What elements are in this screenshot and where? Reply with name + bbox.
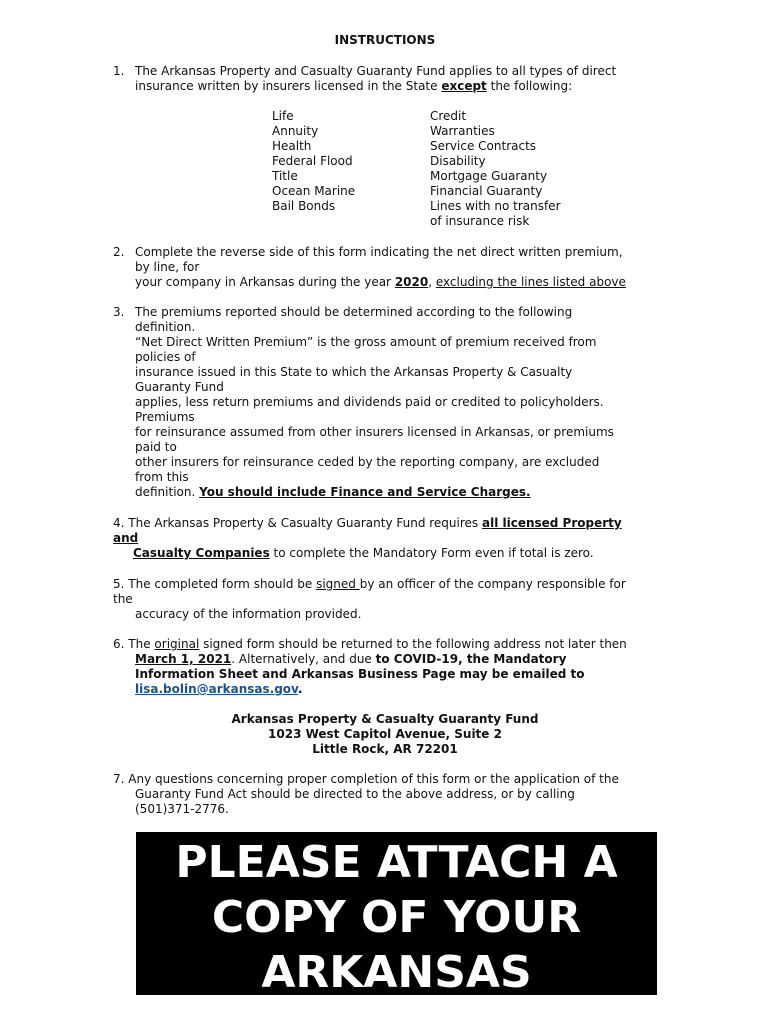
item-text: the following: bbox=[486, 79, 573, 93]
item-text: insurance written by insurers licensed in the State bbox=[135, 79, 442, 93]
item-text: your company in Arkansas during the year bbox=[135, 275, 395, 289]
instruction-item-4 bbox=[113, 516, 658, 561]
item-text: The Arkansas Property & Casualty Guaranty Fund requires bbox=[128, 516, 482, 530]
item-text: The bbox=[128, 637, 155, 651]
item-text: Any questions concerning proper completion of this form or the application of the bbox=[128, 772, 619, 786]
item-number: 5. bbox=[113, 577, 125, 591]
banner-line: ARKANSAS bbox=[261, 947, 532, 995]
item-number: 4. bbox=[113, 516, 125, 530]
item-text: definition. bbox=[135, 485, 200, 499]
exclusion-line: Disability bbox=[430, 154, 486, 168]
banner-line: PLEASE ATTACH A bbox=[175, 837, 618, 888]
address-line: Little Rock, AR 72201 bbox=[312, 742, 458, 756]
item-text: “Net Direct Written Premium” is the gross amount of premium received from bbox=[135, 335, 597, 349]
item-text: Complete the reverse side of this form indicating the net direct written premium, bbox=[135, 245, 623, 259]
item-text: , bbox=[428, 275, 436, 289]
exclusion-line: Credit bbox=[430, 109, 467, 123]
instruction-item-2 bbox=[113, 245, 658, 290]
item-text: accuracy of the information provided. bbox=[135, 607, 362, 621]
finance-charges-note: You should include Finance and Service Charges. bbox=[199, 485, 531, 499]
exclusion-line: Lines with no transfer bbox=[430, 199, 561, 213]
item-number: 2. bbox=[113, 245, 125, 259]
item-text: paid to bbox=[135, 440, 177, 454]
item-text: from this bbox=[135, 470, 189, 484]
item-text: Guaranty Fund bbox=[135, 380, 224, 394]
item-text: definition. bbox=[135, 320, 196, 334]
covid-note: to COVID-19, the Mandatory bbox=[375, 652, 567, 666]
item-text: other insurers for reinsurance ceded by the reporting company, are excluded bbox=[135, 455, 600, 469]
exclusion-line: Federal Flood bbox=[272, 154, 353, 168]
phone-number: (501)371-2776. bbox=[135, 802, 229, 816]
instruction-item-3 bbox=[113, 305, 658, 500]
exclusion-line: Annuity bbox=[272, 124, 319, 138]
item-text: The completed form should be bbox=[128, 577, 317, 591]
email-link[interactable]: lisa.bolin@arkansas.gov bbox=[135, 682, 298, 696]
instruction-item-5 bbox=[113, 577, 658, 622]
emphasis-except: except bbox=[441, 79, 487, 93]
exclusions-left-column bbox=[272, 109, 355, 214]
item-text: the bbox=[113, 592, 133, 606]
item-text: The premiums reported should be determined according to the following bbox=[135, 305, 573, 319]
fund-address bbox=[0, 712, 770, 757]
item-text: Guaranty Fund Act should be directed to the above address, or by calling bbox=[135, 787, 575, 801]
item-text: Premiums bbox=[135, 410, 195, 424]
item-text: policies of bbox=[135, 350, 196, 364]
banner-line: COPY OF YOUR bbox=[211, 892, 582, 943]
original-em: original bbox=[154, 637, 200, 651]
exclusion-line: Mortgage Guaranty bbox=[430, 169, 548, 183]
item-text: applies, less return premiums and dividends paid or credited to policyholders. bbox=[135, 395, 604, 409]
item-text: for reinsurance assumed from other insurers licensed in Arkansas, or premiums bbox=[135, 425, 614, 439]
instruction-item-6 bbox=[113, 637, 658, 697]
attach-copy-banner bbox=[136, 832, 657, 995]
excluding-note: excluding the lines listed above bbox=[435, 275, 626, 289]
licensed-companies-em: all licensed Property bbox=[481, 516, 622, 530]
exclusion-line: Ocean Marine bbox=[272, 184, 356, 198]
item-number: 7. bbox=[113, 772, 125, 786]
instruction-item-1 bbox=[113, 64, 658, 94]
due-date: March 1, 2021 bbox=[135, 652, 232, 666]
exclusion-line: Bail Bonds bbox=[272, 199, 336, 213]
exclusion-line: Financial Guaranty bbox=[430, 184, 543, 198]
item-text: . Alternatively, and due bbox=[231, 652, 376, 666]
item-text: . bbox=[297, 682, 303, 696]
item-text: by line, for bbox=[135, 260, 200, 274]
licensed-companies-em: Casualty Companies bbox=[133, 546, 270, 560]
covid-note: Information Sheet and Arkansas Business Page may be emailed to bbox=[135, 667, 585, 681]
exclusion-line: Warranties bbox=[430, 124, 495, 138]
report-year: 2020 bbox=[394, 275, 429, 289]
item-text: by an officer of the company responsible for bbox=[359, 577, 626, 591]
licensed-companies-em: and bbox=[113, 531, 139, 545]
exclusion-line: Life bbox=[272, 109, 294, 123]
exclusion-line: Title bbox=[272, 169, 298, 183]
page-title: INSTRUCTIONS bbox=[334, 33, 436, 47]
item-text: insurance issued in this State to which the Arkansas Property & Casualty bbox=[135, 365, 573, 379]
item-text: to complete the Mandatory Form even if total is zero. bbox=[269, 546, 594, 560]
exclusion-line: of insurance risk bbox=[430, 214, 530, 228]
exclusion-line: Health bbox=[272, 139, 312, 153]
item-number: 1. bbox=[113, 64, 125, 78]
item-number: 6. bbox=[113, 637, 125, 651]
item-text: The Arkansas Property and Casualty Guaranty Fund applies to all types of direct bbox=[135, 64, 617, 78]
item-text: signed form should be returned to the following address not later then bbox=[199, 637, 627, 651]
address-line: 1023 West Capitol Avenue, Suite 2 bbox=[268, 727, 502, 741]
exclusion-line: Service Contracts bbox=[430, 139, 537, 153]
signed-em: signed bbox=[316, 577, 360, 591]
exclusions-right-column bbox=[430, 109, 561, 229]
address-line: Arkansas Property & Casualty Guaranty Fund bbox=[231, 712, 539, 726]
item-number: 3. bbox=[113, 305, 125, 319]
instruction-item-7 bbox=[113, 772, 658, 817]
